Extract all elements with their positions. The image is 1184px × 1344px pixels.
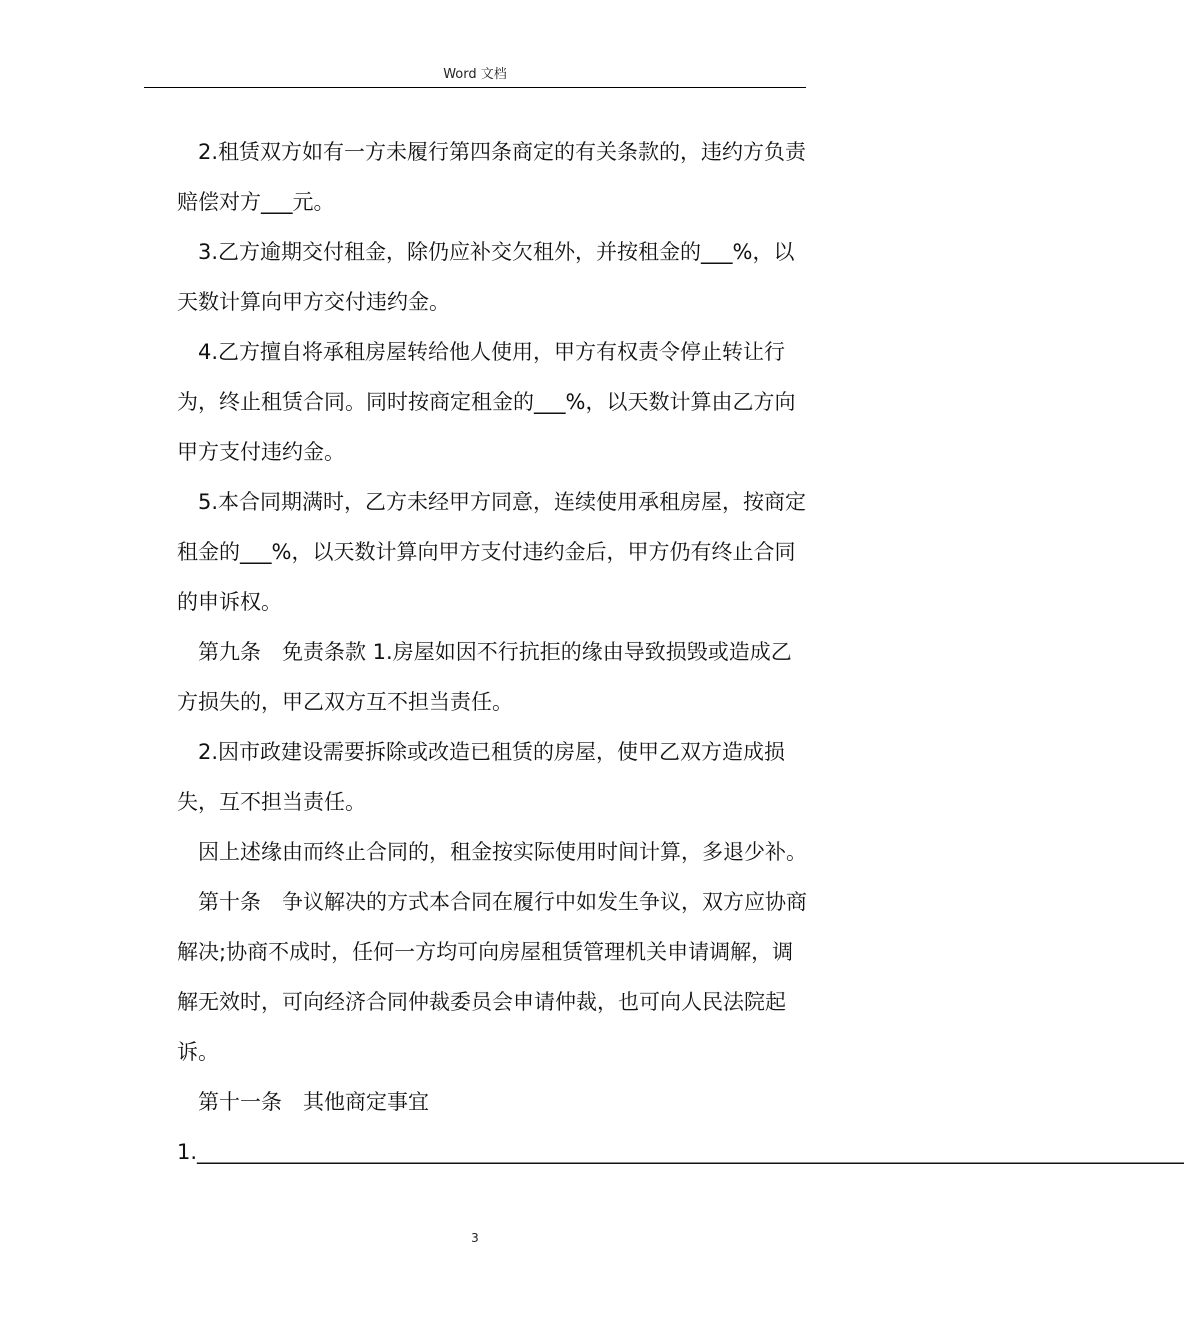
paragraph-rent-settlement: 因上述缘由而终止合同的，租金按实际使用时间计算，多退少补。 <box>198 840 807 864</box>
document-body <box>177 127 1184 1177</box>
paragraph-blank-line: 1.______________________________________________________________________________________________ <box>177 1140 1184 1164</box>
paragraph-late-rent: 3.乙方逾期交付租金，除仍应补交欠租外，并按租金的___%，以天数计算向甲方交付违约金。 <box>177 240 795 314</box>
paragraph-article-11: 第十一条 其他商定事宜 <box>198 1090 429 1114</box>
paragraph-expiry: 5.本合同期满时，乙方未经甲方同意，连续使用承租房屋，按商定租金的___%，以天数计算向甲方支付违约金后，甲方仍有终止合同的申诉权。 <box>177 490 807 614</box>
header-divider <box>144 87 806 88</box>
paragraph-sublet: 4.乙方擅自将承租房屋转给他人使用，甲方有权责令停止转让行为，终止租赁合同。同时按商定租金的___%，以天数计算由乙方向甲方支付违约金。 <box>177 340 796 464</box>
paragraph-demolition: 2.因市政建设需要拆除或改造已租赁的房屋，使甲乙双方造成损失，互不担当责任。 <box>177 740 786 814</box>
page-header-title: Word 文档 <box>443 67 507 82</box>
page-number: 3 <box>471 1231 479 1245</box>
paragraph-article-9: 第九条 免责条款 1.房屋如因不行抗拒的缘由导致损毁或造成乙方损失的，甲乙双方互不担当责任。 <box>177 640 792 714</box>
paragraph-compensation: 2.租赁双方如有一方未履行第四条商定的有关条款的，违约方负责赔偿对方___元。 <box>177 140 807 214</box>
paragraph-article-10: 第十条 争议解决的方式本合同在履行中如发生争议，双方应协商解决;协商不成时，任何一方均可向房屋租赁管理机关申请调解，调解无效时，可向经济合同仲裁委员会申请仲裁，也可向人民法院起诉。 <box>177 890 807 1064</box>
